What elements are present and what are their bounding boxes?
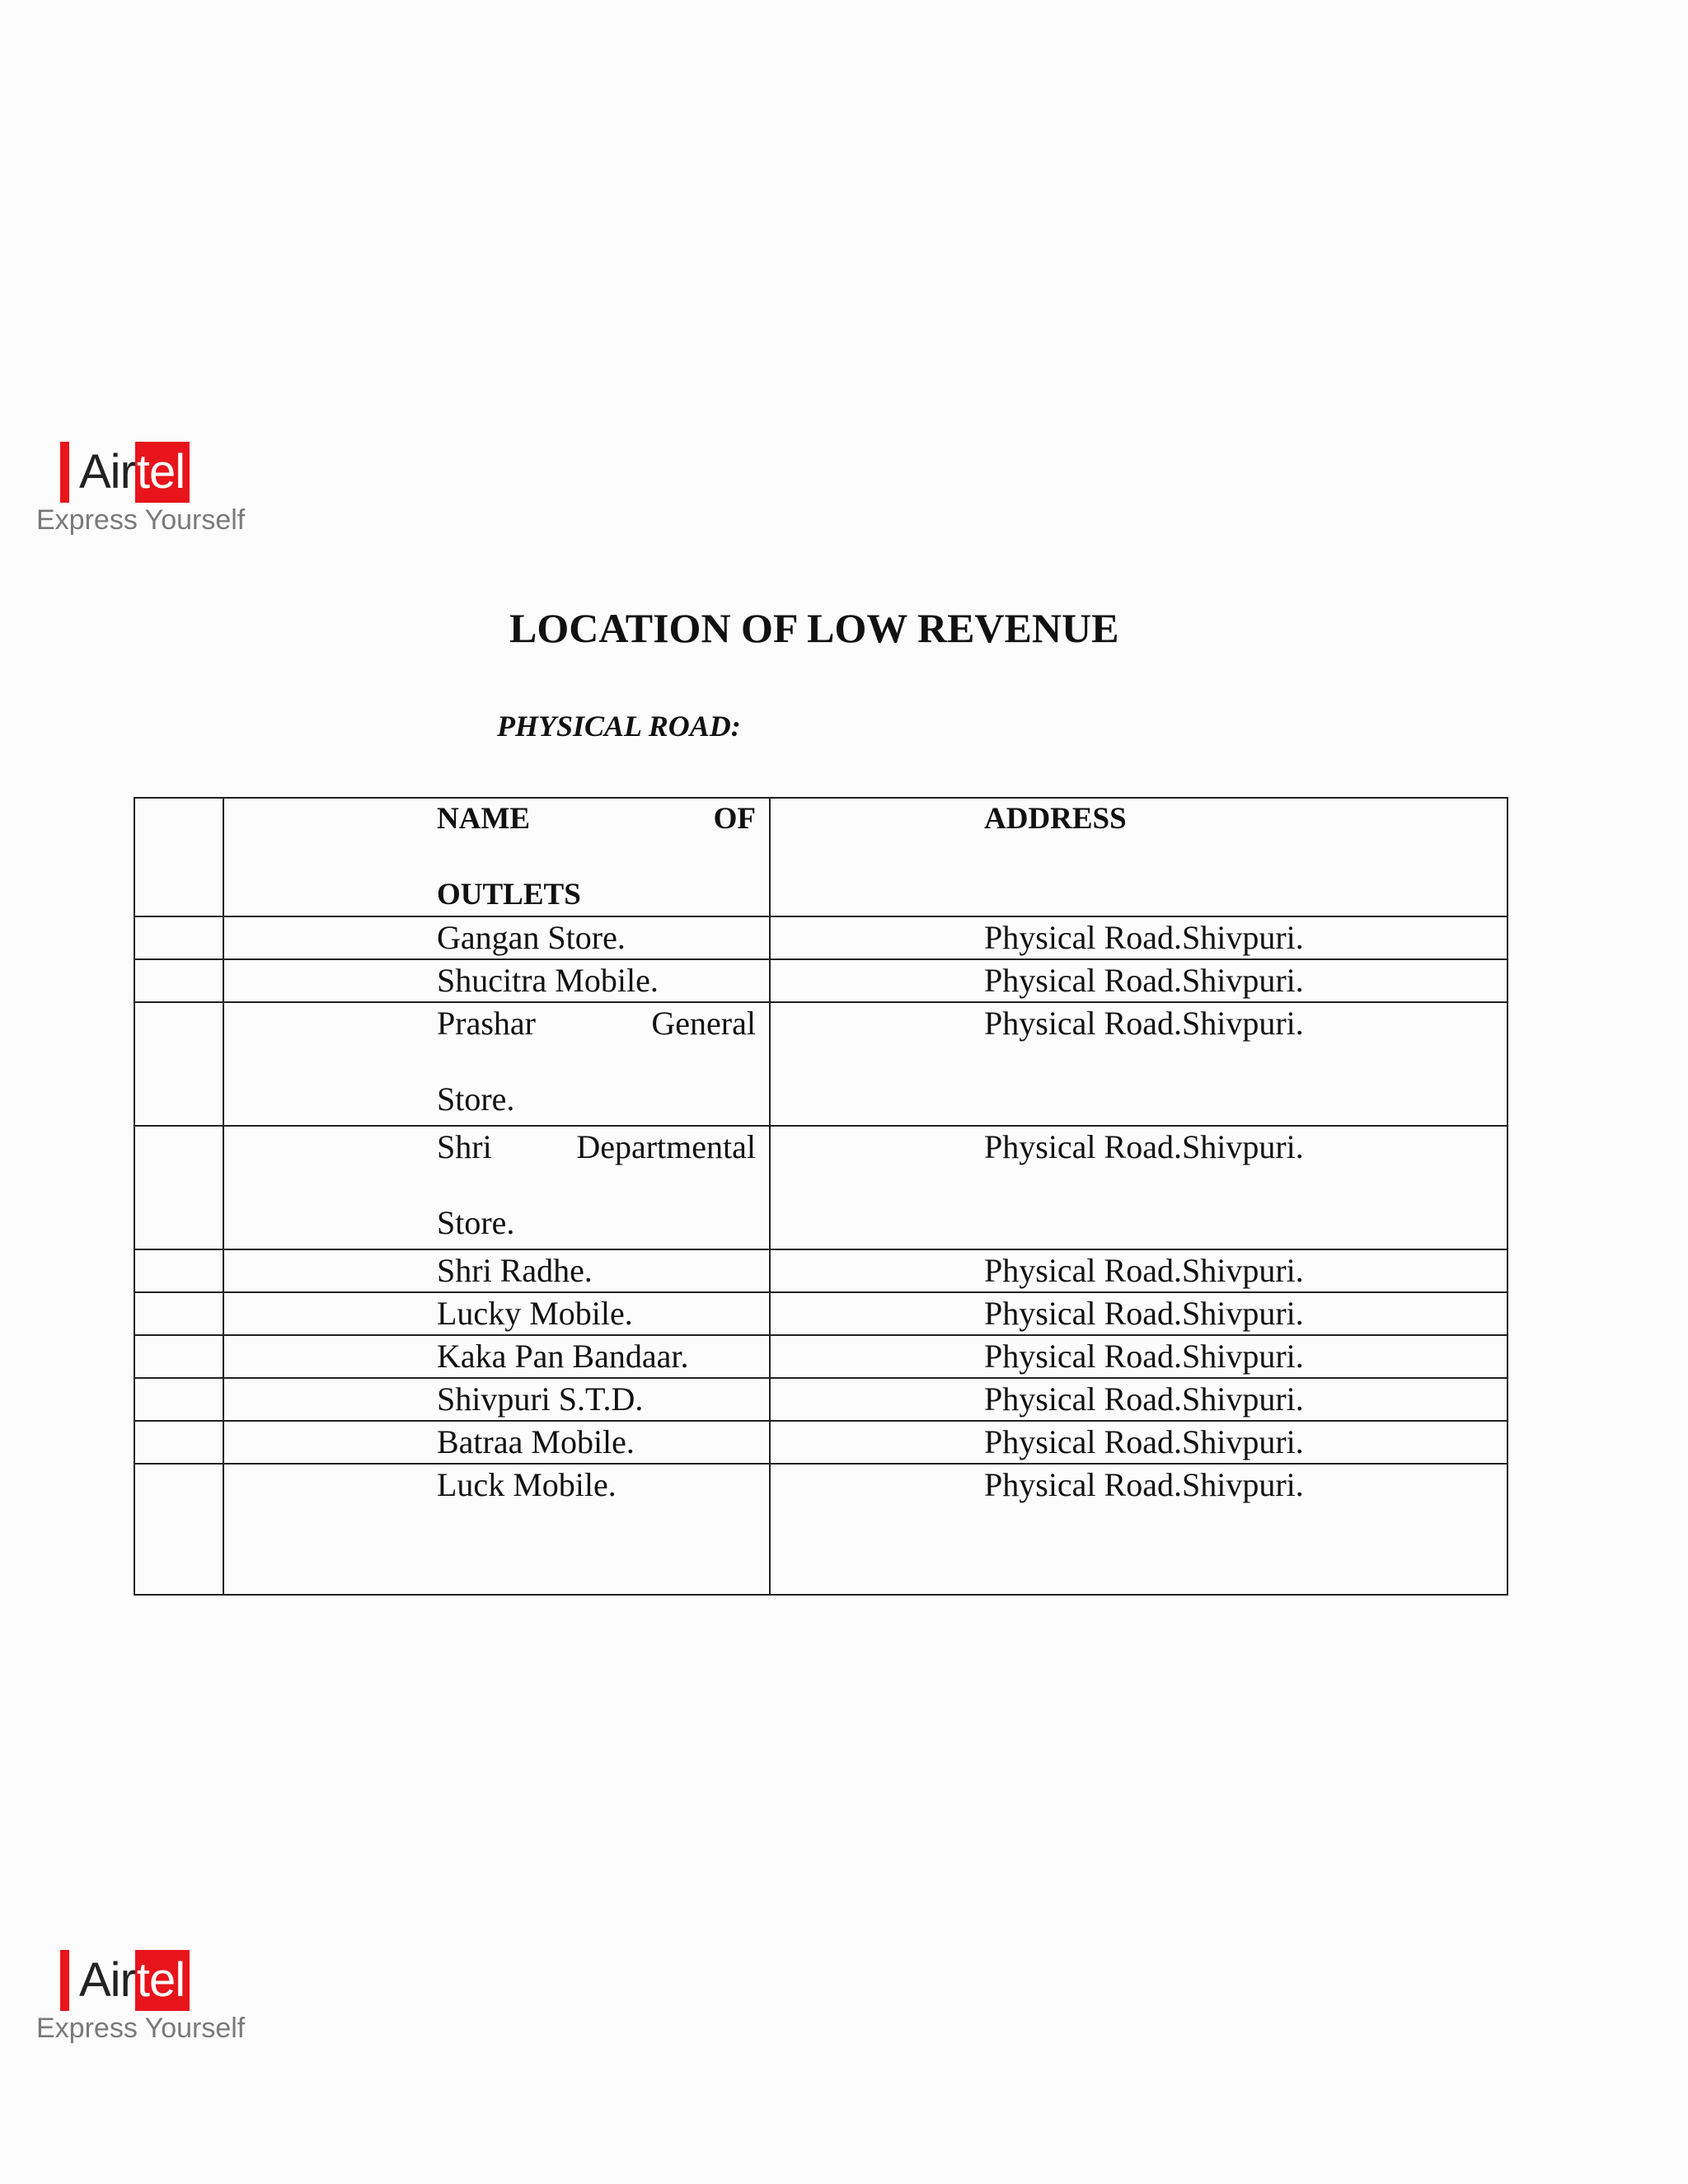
index-cell xyxy=(134,1002,223,1126)
outlet-name-cell: Shivpuri S.T.D. xyxy=(223,1378,770,1421)
outlet-name-cell: Luck Mobile. xyxy=(223,1464,770,1595)
outlet-name-cell xyxy=(223,1002,770,1126)
outlet-name-cell: Kaka Pan Bandaar. xyxy=(223,1335,770,1378)
index-cell xyxy=(134,916,223,959)
outlet-name-word2: Departmental xyxy=(576,1128,756,1165)
outlet-name-cell: Gangan Store. xyxy=(223,916,770,959)
outlet-name-line1 xyxy=(437,1127,756,1168)
outlet-name-word2: General xyxy=(651,1005,756,1042)
logo-wordmark xyxy=(79,1950,190,2011)
table-row xyxy=(134,959,1507,1002)
name-header-word1: NAME xyxy=(437,802,531,836)
logo-red-bar xyxy=(60,1950,69,2011)
table-row xyxy=(134,1126,1507,1249)
outlet-address-cell: Physical Road.Shivpuri. xyxy=(770,1002,1507,1126)
index-header-cell xyxy=(134,798,223,916)
logo-tagline: Express Yourself xyxy=(36,504,246,536)
outlet-name-word1: Prashar xyxy=(437,1005,536,1042)
name-header-cell xyxy=(223,798,770,916)
logo-red-bar xyxy=(60,442,69,503)
section-subtitle: PHYSICAL ROAD: xyxy=(497,710,741,743)
name-header-line1 xyxy=(437,799,756,840)
outlet-address-cell: Physical Road.Shivpuri. xyxy=(770,1335,1507,1378)
index-cell xyxy=(134,1378,223,1421)
outlet-address-cell: Physical Road.Shivpuri. xyxy=(770,959,1507,1002)
table-row xyxy=(134,1249,1507,1292)
logo-word-part2: tel xyxy=(135,1950,190,2011)
outlet-address-cell: Physical Road.Shivpuri. xyxy=(770,1126,1507,1249)
outlet-name-word1: Shri xyxy=(437,1128,492,1165)
table-row xyxy=(134,1292,1507,1335)
address-header-cell: ADDRESS xyxy=(770,798,1507,916)
index-cell xyxy=(134,1126,223,1249)
logo-word-part1: Air xyxy=(79,445,135,499)
index-cell xyxy=(134,1335,223,1378)
table-row xyxy=(134,1335,1507,1378)
name-header-word3: OUTLETS xyxy=(437,878,581,912)
outlet-name-cell: Shucitra Mobile. xyxy=(223,959,770,1002)
airtel-logo-footer xyxy=(36,1945,284,2052)
logo-tagline: Express Yourself xyxy=(36,2013,246,2044)
index-cell xyxy=(134,1292,223,1335)
name-header-word2: OF xyxy=(713,802,756,836)
outlet-name-line1 xyxy=(437,1003,756,1044)
outlet-name-cell: Batraa Mobile. xyxy=(223,1421,770,1464)
index-cell xyxy=(134,959,223,1002)
outlet-address-cell: Physical Road.Shivpuri. xyxy=(770,1249,1507,1292)
outlets-table xyxy=(134,797,1508,1596)
outlet-name-word3: Store. xyxy=(437,1080,515,1118)
outlet-address-cell: Physical Road.Shivpuri. xyxy=(770,1464,1507,1595)
table-row xyxy=(134,1002,1507,1126)
outlet-name-cell: Lucky Mobile. xyxy=(223,1292,770,1335)
index-cell xyxy=(134,1464,223,1595)
logo-word-part1: Air xyxy=(79,1953,135,2007)
index-cell xyxy=(134,1421,223,1464)
page-title: LOCATION OF LOW REVENUE xyxy=(509,605,1119,651)
table-header-row xyxy=(134,798,1507,916)
airtel-logo xyxy=(36,437,284,544)
outlet-name-cell: Shri Radhe. xyxy=(223,1249,770,1292)
outlet-name-cell xyxy=(223,1126,770,1249)
outlet-name-word3: Store. xyxy=(437,1204,515,1241)
table-row xyxy=(134,1378,1507,1421)
logo-wordmark xyxy=(79,442,190,503)
table-row xyxy=(134,916,1507,959)
index-cell xyxy=(134,1249,223,1292)
logo-word-part2: tel xyxy=(135,442,190,503)
outlet-address-cell: Physical Road.Shivpuri. xyxy=(770,1292,1507,1335)
outlet-address-cell: Physical Road.Shivpuri. xyxy=(770,1378,1507,1421)
table-row xyxy=(134,1421,1507,1464)
outlet-address-cell: Physical Road.Shivpuri. xyxy=(770,916,1507,959)
table-row xyxy=(134,1464,1507,1595)
outlet-address-cell: Physical Road.Shivpuri. xyxy=(770,1421,1507,1464)
